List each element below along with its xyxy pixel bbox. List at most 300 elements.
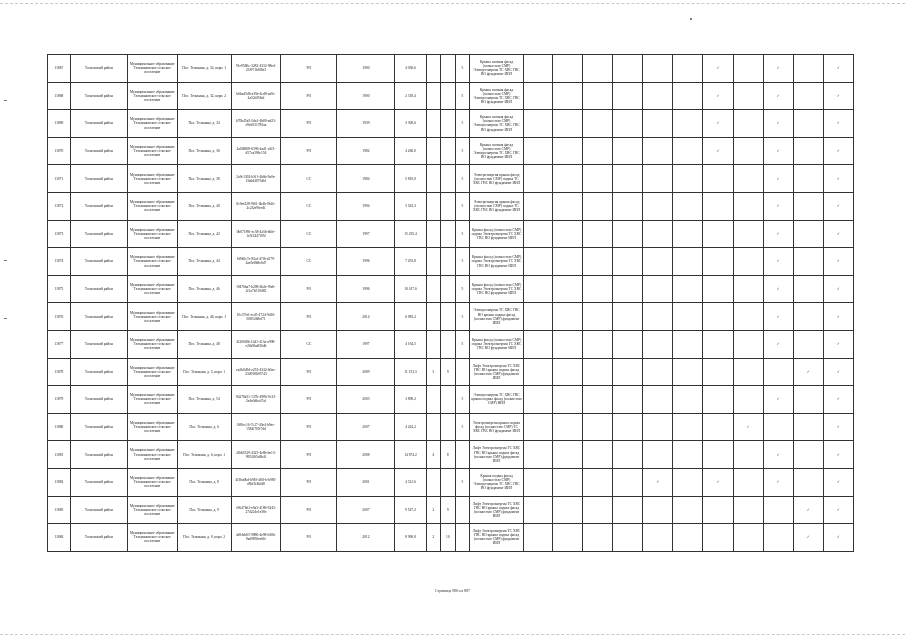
check-cell (553, 496, 583, 524)
check-cell (643, 55, 673, 83)
row-number: 11876 (48, 303, 71, 331)
floors-cell (441, 82, 456, 110)
check-cell (524, 165, 553, 193)
address-cell: Пос. Тельмана, д. 34 (177, 110, 231, 138)
check-cell (793, 110, 823, 138)
check-cell (583, 330, 613, 358)
count-cell: 5 (455, 82, 470, 110)
count-cell (455, 524, 470, 552)
works-cell: Крыша скатная фасад (полностью СМР) Электроэнергия ТС ХВС ГВС ВО фундамент ИИЛ (470, 82, 524, 110)
floors-cell: 10 (441, 524, 456, 552)
check-cell (524, 524, 553, 552)
check-cell (793, 220, 823, 248)
area-cell: 7 453,8 (395, 248, 426, 276)
ownership-type-cell: РО (281, 524, 337, 552)
house-guid-cell: b6ba45d6-a39e-4cd8-aa9c-4a52df5fbd (231, 82, 281, 110)
address-cell: Пос. Тельмана, д. 46, корп. 1 (177, 303, 231, 331)
check-cell (763, 137, 793, 165)
count-cell: 5 (455, 303, 470, 331)
check-cell (673, 165, 703, 193)
check-cell (583, 413, 613, 441)
floors-cell (441, 413, 456, 441)
check-cell (583, 496, 613, 524)
count-cell: 5 (455, 220, 470, 248)
check-cell (793, 386, 823, 414)
year-cell: 2001 (337, 468, 395, 496)
address-cell: Пос. Тельмана, д. 9, корп. 2 (177, 524, 231, 552)
check-cell (823, 303, 853, 331)
floors-cell (441, 165, 456, 193)
check-cell (763, 468, 793, 496)
district-cell: Тосненский район (70, 524, 127, 552)
address-cell: Пос. Тельмана, д. 44 (177, 248, 231, 276)
check-cell (823, 413, 853, 441)
house-guid-cell: 8c9ef428-9f61-4b4b-9b1b-2c2f2e9fee4f (231, 192, 281, 220)
check-cell (823, 275, 853, 303)
ownership-type-cell: РО (281, 413, 337, 441)
owner-cell: Муниципальное образование Тельмановское сельское поселение (127, 248, 177, 276)
year-cell: 1997 (337, 220, 395, 248)
checkmark-icon: ✓ (716, 66, 720, 71)
address-cell: Пос. Тельмана, д. 8 (177, 468, 231, 496)
owner-cell: Муниципальное образование Тельмановское сельское поселение (127, 358, 177, 386)
house-guid-cell: b70b45a5-5da1-4b80-ad23-e9eb531785aa (231, 110, 281, 138)
check-cell (583, 358, 613, 386)
house-guid-cell: 4e84eb05-9886-4e98-b30b-9ad9856ee0fe (231, 524, 281, 552)
count-cell: 5 (455, 386, 470, 414)
check-cell (553, 358, 583, 386)
check-cell (583, 386, 613, 414)
check-cell (733, 275, 763, 303)
check-cell (793, 303, 823, 331)
area-cell: 15 235,4 (395, 220, 426, 248)
entrances-cell (426, 165, 441, 193)
check-cell (613, 110, 643, 138)
checkmark-icon: ✓ (836, 287, 840, 291)
check-cell (643, 468, 673, 496)
works-cell: Крыша подвал фасад (полностью СМР) Электроэнергия ТС ХВС ГВС ВО фундамент ИИЛ (470, 468, 524, 496)
checkmark-icon: ✓ (836, 424, 840, 429)
entrances-cell (426, 330, 441, 358)
check-cell (763, 275, 793, 303)
check-cell (553, 192, 583, 220)
check-cell (673, 82, 703, 110)
house-guid-cell: 6f9b5c7e-82af-47f6-a579-4ae5e8b8e6d7 (231, 248, 281, 276)
year-cell: 1984 (337, 165, 395, 193)
margin-mark (4, 318, 7, 319)
row-number: 11869 (48, 110, 71, 138)
area-cell: 8 990,8 (395, 524, 426, 552)
works-cell: Крыша скатная фасад (полностью СМР) Электроэнергия ТС ХВС ГВС ВО фундамент ИИЛ (470, 110, 524, 138)
ownership-type-cell: СС (281, 165, 337, 193)
count-cell: 5 (455, 110, 470, 138)
row-number: 11870 (48, 137, 71, 165)
year-cell: 1900 (337, 55, 395, 83)
check-cell (703, 441, 733, 469)
check-cell (613, 330, 643, 358)
check-cell (763, 303, 793, 331)
check-cell (703, 413, 733, 441)
check-cell (613, 275, 643, 303)
check-cell (733, 413, 763, 441)
floors-cell: 8 (441, 441, 456, 469)
check-cell (823, 330, 853, 358)
house-guid-cell: 10c37fef-ecd5-4724-9d16-50ff5268ef71 (231, 303, 281, 331)
checkmark-icon: ✓ (716, 121, 720, 126)
district-cell: Тосненский район (70, 110, 127, 138)
check-cell (643, 496, 673, 524)
row-number: 11877 (48, 330, 71, 358)
register-body (48, 55, 854, 552)
check-cell (524, 248, 553, 276)
checkmark-icon: ✓ (776, 176, 780, 181)
check-cell (673, 441, 703, 469)
check-cell (583, 220, 613, 248)
floors-cell (441, 110, 456, 138)
check-cell (643, 413, 673, 441)
check-cell (823, 165, 853, 193)
ownership-type-cell: РО (281, 386, 337, 414)
check-cell (643, 165, 673, 193)
check-cell (793, 413, 823, 441)
table-row (48, 303, 854, 331)
table-row (48, 275, 854, 303)
address-cell: Пос. Тельмана, д. 38 (177, 165, 231, 193)
owner-cell: Муниципальное образование Тельмановское сельское поселение (127, 303, 177, 331)
check-cell (583, 110, 613, 138)
house-guid-cell: c9647b61-e9a3-4186-9243-27d224e1e58e (231, 496, 281, 524)
check-cell (524, 55, 553, 83)
row-number: 11871 (48, 165, 71, 193)
works-cell: Лифт Электроэнергия ТС ХВС ГВС ВО крыша подвал фасад (полностью СМР) фундамент ИИЛ (470, 496, 524, 524)
check-cell (643, 441, 673, 469)
check-cell (763, 330, 793, 358)
district-cell: Тосненский район (70, 496, 127, 524)
year-cell: 1939 (337, 110, 395, 138)
check-cell (703, 110, 733, 138)
check-cell (763, 524, 793, 552)
check-cell (703, 358, 733, 386)
check-cell (524, 468, 553, 496)
check-cell (673, 413, 703, 441)
check-cell (703, 82, 733, 110)
check-cell (823, 192, 853, 220)
district-cell: Тосненский район (70, 386, 127, 414)
check-cell (703, 55, 733, 83)
ownership-type-cell: РО (281, 110, 337, 138)
works-cell: Лифт Электроэнергия ТС ХВС ГВС ВО крыша подвал фасад (полностью СМР) фундамент ИИЛ (470, 441, 524, 469)
check-cell (613, 413, 643, 441)
entrances-cell (426, 192, 441, 220)
check-cell (793, 358, 823, 386)
check-cell (613, 441, 643, 469)
check-cell (643, 137, 673, 165)
check-cell (763, 441, 793, 469)
checkmark-icon: ✓ (716, 149, 720, 154)
row-number: 11875 (48, 275, 71, 303)
check-cell (703, 330, 733, 358)
checkmark-icon: ✓ (836, 314, 840, 319)
entrances-cell (426, 55, 441, 83)
district-cell: Тосненский район (70, 248, 127, 276)
table-row (48, 110, 854, 138)
works-cell: Крыша фасад (полностью СМР) подвал Электроэнергия ТС ХВС ГВС ВО фундамент ИИЛ (470, 220, 524, 248)
check-cell (553, 468, 583, 496)
count-cell: 5 (455, 248, 470, 276)
owner-cell: Муниципальное образование Тельмановское сельское поселение (127, 137, 177, 165)
checkmark-icon: ✓ (656, 480, 660, 485)
check-cell (613, 165, 643, 193)
row-number: 11872 (48, 192, 71, 220)
area-cell: 9 547,2 (395, 496, 426, 524)
owner-cell: Муниципальное образование Тельмановское сельское поселение (127, 55, 177, 83)
check-cell (733, 220, 763, 248)
address-cell: Пос. Тельмана, д. 32, корп. 1 (177, 55, 231, 83)
row-number: 11873 (48, 220, 71, 248)
house-guid-cell: 4f3ba0bd-b98f-4f0f-b-b985-e8bf3f4bfd8 (231, 468, 281, 496)
checkmark-icon: ✓ (776, 452, 780, 457)
table-row (48, 137, 854, 165)
check-cell (613, 248, 643, 276)
ownership-type-cell: РО (281, 82, 337, 110)
year-cell: 2009 (337, 358, 395, 386)
check-cell (823, 220, 853, 248)
bottom-rule (0, 634, 905, 635)
works-cell: Лифт Электроэнергия ТС ХВС ГВС ВО крыша подвал фасад (полностью СМР) фундамент ИИЛ (470, 358, 524, 386)
check-cell (733, 358, 763, 386)
year-cell: 1982 (337, 137, 395, 165)
check-cell (793, 441, 823, 469)
area-cell: 4 244,2 (395, 413, 426, 441)
check-cell (553, 248, 583, 276)
check-cell (733, 110, 763, 138)
check-cell (733, 468, 763, 496)
check-cell (793, 496, 823, 524)
works-cell: Крыша скатная фасад (полностью СМР) Электроэнергия ТС ХВС ГВС ВО фундамент ИИЛ (470, 137, 524, 165)
area-cell: 4 321,6 (395, 468, 426, 496)
floors-cell (441, 55, 456, 83)
ownership-type-cell: РО (281, 441, 337, 469)
district-cell: Тосненский район (70, 220, 127, 248)
check-cell (673, 110, 703, 138)
checkmark-icon: ✓ (776, 93, 780, 98)
house-guid-cell: 0b67189f-ec38-4a5b-b6fe-1e5f3447f05f (231, 220, 281, 248)
check-cell (763, 220, 793, 248)
entrances-cell (426, 275, 441, 303)
check-cell (703, 524, 733, 552)
works-cell: Электроэнергия крыша фасад (полностью СМР) подвал ТС ХВС ГВС ВО фундамент ИИЛ (470, 192, 524, 220)
year-cell: 1996 (337, 275, 395, 303)
table-row (48, 330, 854, 358)
check-cell (793, 248, 823, 276)
row-number: 11884 (48, 524, 71, 552)
check-cell (613, 220, 643, 248)
checkmark-icon: ✓ (716, 93, 720, 98)
table-row (48, 524, 854, 552)
district-cell: Тосненский район (70, 468, 127, 496)
floors-cell (441, 137, 456, 165)
row-number: 11867 (48, 55, 71, 83)
floors-cell (441, 386, 456, 414)
year-cell: 1900 (337, 82, 395, 110)
check-cell (733, 55, 763, 83)
checkmark-icon: ✓ (806, 535, 810, 540)
checkmark-icon: ✓ (716, 480, 720, 485)
row-number: 11881 (48, 441, 71, 469)
checkmark-icon: ✓ (836, 231, 840, 236)
owner-cell: Муниципальное образование Тельмановское сельское поселение (127, 413, 177, 441)
check-cell (553, 303, 583, 331)
check-cell (793, 55, 823, 83)
check-cell (823, 55, 853, 83)
works-cell: Электроэнергия ТС ХВС ГВС крыша подвал фасад (полностью СМР) ИИЛ (470, 386, 524, 414)
check-cell (643, 524, 673, 552)
district-cell: Тосненский район (70, 303, 127, 331)
year-cell: 2007 (337, 496, 395, 524)
entrances-cell (426, 303, 441, 331)
check-cell (793, 82, 823, 110)
row-number: 11879 (48, 386, 71, 414)
checkmark-icon: ✓ (836, 535, 840, 540)
check-cell (553, 137, 583, 165)
area-cell: 4 036,6 (395, 55, 426, 83)
checkmark-icon: ✓ (836, 149, 840, 154)
check-cell (524, 441, 553, 469)
check-cell (613, 524, 643, 552)
floors-cell: 9 (441, 358, 456, 386)
count-cell (455, 441, 470, 469)
count-cell: 5 (455, 413, 470, 441)
check-cell (613, 468, 643, 496)
row-number: 11878 (48, 358, 71, 386)
check-cell (823, 248, 853, 276)
check-cell (643, 303, 673, 331)
works-cell: Электроэнергия крыша подвал фасад (полностью СМР) ТС ХВС ГВС ВО фундамент ИИЛ (470, 413, 524, 441)
check-cell (793, 192, 823, 220)
count-cell: 5 (455, 275, 470, 303)
checkmark-icon: ✓ (776, 121, 780, 126)
check-cell (733, 137, 763, 165)
floors-cell (441, 220, 456, 248)
checkmark-icon: ✓ (806, 369, 810, 374)
address-cell: Пос. Тельмана, д. 54 (177, 386, 231, 414)
check-cell (553, 110, 583, 138)
check-cell (703, 137, 733, 165)
house-guid-cell: f9476ba7-b208-4b2e-9fe6-2f1a7b510d83 (231, 275, 281, 303)
check-cell (553, 55, 583, 83)
check-cell (643, 220, 673, 248)
check-cell (703, 192, 733, 220)
area-cell: 2 318,4 (395, 82, 426, 110)
year-cell: 2012 (337, 524, 395, 552)
year-cell: 2014 (337, 303, 395, 331)
check-cell (763, 110, 793, 138)
ownership-type-cell: РО (281, 137, 337, 165)
house-guid-cell: 9d278a51-137b-4986-9c33-2e4e0dbcd7af (231, 386, 281, 414)
ownership-type-cell: РО (281, 55, 337, 83)
check-cell (583, 82, 613, 110)
check-cell (524, 110, 553, 138)
check-cell (524, 358, 553, 386)
checkmark-icon: ✓ (836, 397, 840, 402)
checkmark-icon: ✓ (776, 66, 780, 71)
check-cell (673, 248, 703, 276)
checkmark-icon: ✓ (776, 342, 780, 347)
checkmark-icon: ✓ (776, 480, 780, 485)
checkmark-icon: ✓ (836, 342, 840, 347)
checkmark-icon: ✓ (806, 507, 810, 512)
check-cell (524, 192, 553, 220)
check-cell (823, 468, 853, 496)
check-cell (763, 496, 793, 524)
check-cell (673, 524, 703, 552)
check-cell (733, 524, 763, 552)
check-cell (613, 82, 643, 110)
table-row (48, 413, 854, 441)
check-cell (673, 496, 703, 524)
check-cell (613, 303, 643, 331)
entrances-cell: 4 (426, 441, 441, 469)
table-row (48, 220, 854, 248)
check-cell (583, 192, 613, 220)
floors-cell: 9 (441, 496, 456, 524)
address-cell: Пос. Тельмана, д. 6 (177, 413, 231, 441)
check-cell (673, 55, 703, 83)
works-cell: Электроэнергия крыша фасад (полностью СМР) подвал ТС ХВС ГВС ВО фундамент ИИЛ (470, 165, 524, 193)
check-cell (733, 386, 763, 414)
check-cell (643, 386, 673, 414)
check-cell (524, 137, 553, 165)
floors-cell (441, 330, 456, 358)
check-cell (733, 496, 763, 524)
check-cell (553, 220, 583, 248)
ownership-type-cell: РО (281, 303, 337, 331)
check-cell (613, 386, 643, 414)
checkmark-icon: ✓ (836, 507, 840, 512)
works-cell: Крыша фасад (полностью СМР) подвал Электроэнергия ТС ХВС ГВС ВО фундамент ИИЛ (470, 248, 524, 276)
checkmark-icon: ✓ (776, 259, 780, 264)
check-cell (553, 275, 583, 303)
check-cell (673, 137, 703, 165)
checkmark-icon: ✓ (776, 314, 780, 319)
check-cell (673, 303, 703, 331)
entrances-cell (426, 82, 441, 110)
check-cell (823, 386, 853, 414)
checkmark-icon: ✓ (776, 204, 780, 209)
area-cell: 6 983,2 (395, 303, 426, 331)
check-cell (524, 330, 553, 358)
check-cell (583, 55, 613, 83)
check-cell (613, 137, 643, 165)
check-cell (673, 330, 703, 358)
year-cell: 2008 (337, 441, 395, 469)
check-cell (553, 524, 583, 552)
check-cell (733, 82, 763, 110)
ownership-type-cell: СС (281, 330, 337, 358)
district-cell: Тосненский район (70, 275, 127, 303)
owner-cell: Муниципальное образование Тельмановское сельское поселение (127, 110, 177, 138)
check-cell (524, 303, 553, 331)
address-cell: Пос. Тельмана, д. 9 (177, 496, 231, 524)
check-cell (524, 82, 553, 110)
check-cell (673, 220, 703, 248)
house-guid-cell: 2a9c1302-b3f1-4b6b-9a0e-f3a6d4075dbf (231, 165, 281, 193)
check-cell (703, 275, 733, 303)
check-cell (793, 275, 823, 303)
check-cell (823, 358, 853, 386)
works-cell: Электроэнергия ТС ХВС ГВС ВО крыша подвал фасад (полностью СМР) фундамент ИИЛ (470, 303, 524, 331)
entrances-cell: 2 (426, 496, 441, 524)
